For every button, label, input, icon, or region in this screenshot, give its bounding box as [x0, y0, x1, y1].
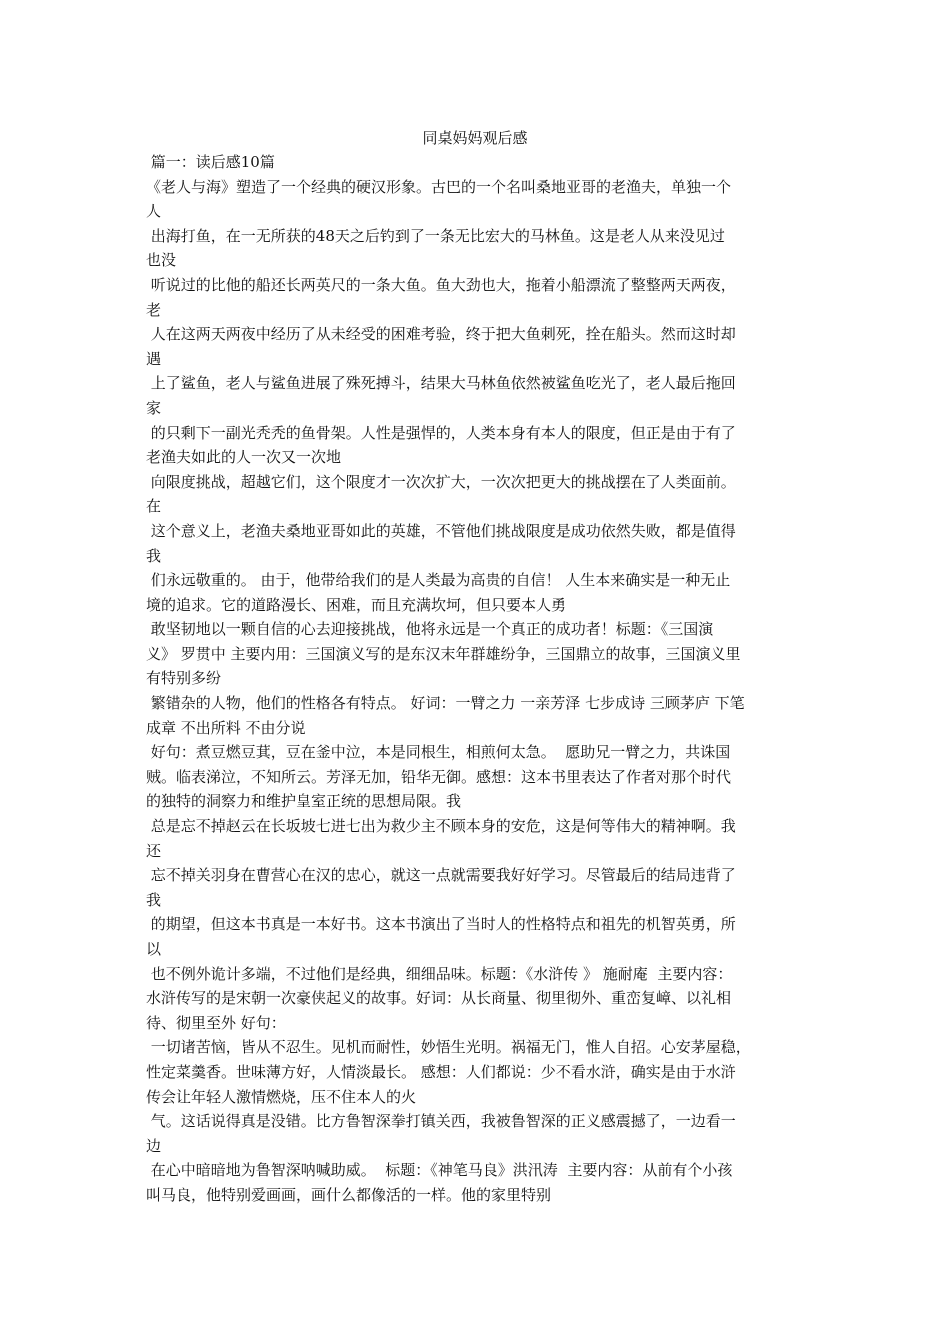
text-line: 我 — [146, 890, 162, 909]
text-line: 境的追求。它的道路漫长、困难，而且充满坎坷，但只要本人勇 — [146, 595, 567, 614]
text-line: 出海打鱼，在一无所获的48天之后钓到了一条无比宏大的马林鱼。这是老人从来没见过 — [146, 226, 725, 245]
text-line: 好句：煮豆燃豆萁，豆在釜中泣，本是同根生，相煎何太急。 愿助兄一臂之力，共诛国 — [146, 743, 731, 762]
text-line: 向限度挑战，超越它们，这个限度才一次次扩大，一次次把更大的挑战摆在了人类面前。 — [146, 472, 736, 491]
text-line: 忘不掉关羽身在曹营心在汉的忠心，就这一点就需要我好好学习。尽管最后的结局违背了 — [146, 866, 736, 885]
text-line: 边 — [146, 1136, 162, 1155]
text-line: 人 — [146, 202, 162, 221]
text-line: 一切诸苦恼，皆从不忍生。见机而耐性，妙悟生光明。祸福无门，惟人自招。心安茅屋稳， — [146, 1038, 751, 1057]
text-line: 的只剩下一副光秃秃的鱼骨架。人性是强悍的，人类本身有本人的限度，但正是由于有了 — [146, 423, 736, 442]
text-line: 在心中暗暗地为鲁智深呐喊助威。 标题：《神笔马良》洪汛涛 主要内容：从前有个小孩 — [146, 1161, 733, 1180]
text-line: 篇一：读后感10篇 — [146, 153, 275, 171]
text-line: 我 — [146, 546, 162, 565]
text-line: 敢坚韧地以一颗自信的心去迎接挑战，他将永远是一个真正的成功者！标题：《三国演 — [146, 620, 714, 639]
text-line: 上了鲨鱼，老人与鲨鱼进展了殊死搏斗，结果大马林鱼依然被鲨鱼吃光了，老人最后拖回 — [146, 374, 736, 393]
text-line: 人在这两天两夜中经历了从未经受的困难考验，终于把大鱼刺死，拴在船头。然而这时却 — [146, 325, 736, 344]
text-line: 也不例外诡计多端，不过他们是经典，细细品味。标题：《水浒传 》 施耐庵 主要内容： — [146, 964, 733, 983]
text-line: 总是忘不掉赵云在长坂坡七进七出为救少主不顾本身的安危，这是何等伟大的精神啊。我 — [146, 817, 736, 836]
document-title: 同桌妈妈观后感 — [422, 129, 528, 147]
text-line: 的期望，但这本书真是一本好书。这本书演出了当时人的性格特点和祖先的机智英勇，所 — [146, 915, 736, 934]
text-line: 这个意义上，老渔夫桑地亚哥如此的英雄，不管他们挑战限度是成功依然失败，都是值得 — [146, 521, 736, 540]
text-line: 成章 不出所料 不由分说 — [146, 718, 306, 737]
text-line: 们永远敬重的。 由于，他带给我们的是人类最为高贵的自信！ 人生本来确实是一种无止 — [146, 571, 731, 590]
text-line: 家 — [146, 398, 162, 417]
text-line: 性定菜羹香。世味薄方好，人情淡最长。 感想：人们都说：少不看水浒，确实是由于水浒 — [146, 1062, 736, 1081]
text-line: 老 — [146, 300, 162, 319]
text-line: 《老人与海》塑造了一个经典的硬汉形象。古巴的一个名叫桑地亚哥的老渔夫，单独一个 — [146, 177, 732, 196]
text-line: 水浒传写的是宋朝一次豪侠起义的故事。好词：从长商量、彻里彻外、重峦复嶂、以礼相 — [146, 989, 732, 1008]
text-line: 老渔夫如此的人一次又一次地 — [146, 448, 342, 467]
document-body — [146, 150, 810, 1208]
text-line: 贼。临表涕泣，不知所云。芳泽无加，铅华无御。感想：这本书里表达了作者对那个时代 — [146, 767, 732, 786]
text-line: 在 — [146, 497, 162, 516]
text-line: 听说过的比他的船还长两英尺的一条大鱼。鱼大劲也大，拖着小船漂流了整整两天两夜， — [146, 275, 736, 294]
text-line: 叫马良，他特别爱画画，画什么都像活的一样。他的家里特别 — [146, 1185, 552, 1204]
text-line: 的独特的洞察力和维护皇室正统的思想局限。我 — [146, 792, 462, 811]
text-line: 也没 — [146, 251, 177, 270]
text-line: 还 — [146, 841, 162, 860]
text-line: 繁错杂的人物，他们的性格各有特点。 好词：一臂之力 一亲芳泽 七步成诗 三顾茅庐 下笔 — [146, 694, 745, 713]
text-line: 义》 罗贯中 主要内用：三国演义写的是东汉末年群雄纷争，三国鼎立的故事，三国演义里 — [146, 644, 741, 663]
text-line: 传会让年轻人激情燃烧，压不住本人的火 — [146, 1087, 417, 1106]
text-line: 气。这话说得真是没错。比方鲁智深拳打镇关西，我被鲁智深的正义感震撼了，一边看一 — [146, 1112, 736, 1131]
text-line: 遇 — [146, 349, 162, 368]
text-line: 待、彻里至外 好句： — [146, 1013, 286, 1032]
text-line: 有特别多纷 — [146, 669, 222, 688]
text-line: 以 — [146, 940, 162, 958]
